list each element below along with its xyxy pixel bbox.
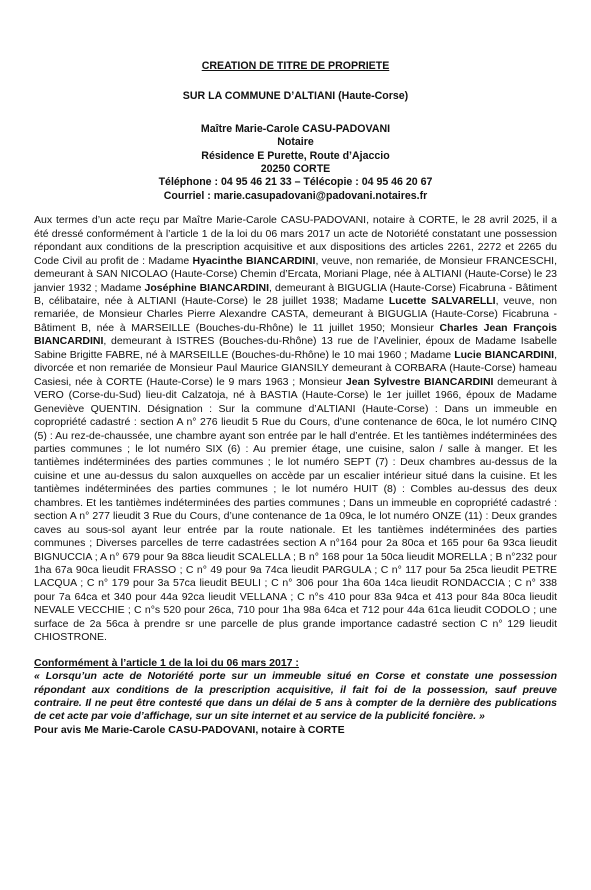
body-text-segment: , demeurant à BIGUGLIA (Haute-Corse) Ficabruna - Bâtiment B, célibataire, née à ALTIANI (Haute-Corse) le 28 juillet 1938; Madame — [34, 281, 557, 307]
body-text-segment: , veuve, non remariée, de Monsieur FRANCESCHI, demeurant à SAN NICOLAO (Haute-Corse) Chemin d’Ercata, Moriani Plage, née à ALTIANI (Haute-Corse) le 23 janvier 1932 ; Madame — [34, 254, 558, 294]
beneficiary-name: Joséphine BIANCARDINI — [144, 281, 270, 294]
beneficiary-name: Hyacinthe BIANCARDINI — [192, 254, 316, 267]
body-text-segment: , divorcée et non remariée de Monsieur Paul Maurice GIANSILY demeurant à CORBARA (Haute-Corse) hameau Casiesi, née à CORTE (Haute-Corse) le 9 mars 1963 ; Monsieur — [34, 348, 557, 388]
commune-line: SUR LA COMMUNE D’ALTIANI (Haute-Corse) — [182, 90, 409, 103]
legal-reference — [34, 657, 557, 737]
body-intro: Aux termes d’un acte reçu par Maître Marie-Carole CASU-PADOVANI, notaire à CORTE, le 28 avril 2025, il a été dressé conformément à l’article 1 de la loi du 06 mars 2017 un acte de Notoriété constatant une possession répondant aux conditions de la prescription acquisitive et aux dispositions des articles 2261, 2272 et 2265 du Code Civil au profit de : Madame — [34, 214, 557, 267]
beneficiary-name: Lucette SALVARELLI — [388, 294, 496, 307]
body-text-segment: , demeurant à ISTRES (Bouches-du-Rhône) 13 rue de l’Avelinier, époux de Madame Isabelle Sabine Brigitte FABRE, né à MARSEILLE (Bouches-du-Rhône) le 10 mai 1960 ; Madame — [34, 335, 557, 361]
body-text-segment: , veuve, non remariée, de Monsieur Charles Pierre Alexandre CASTA, demeurant à BIGUGLIA (Haute-Corse) Ficabruna - Bâtiment B, née à MARSEILLE (Bouches-du-Rhône) le 11 juillet 1950; Monsieur — [34, 294, 557, 334]
notary-postal-city: 20250 CORTE — [260, 163, 331, 176]
legal-heading: Conformément à l’article 1 de la loi du 06 mars 2017 : — [34, 656, 299, 669]
notice-signature: Pour avis Me Marie-Carole CASU-PADOVANI, notaire à CORTE — [34, 723, 345, 736]
body-text-segment: demeurant à VERO (Corse-du-Sud) lieu-dit Calzatoja, né à BASTIA (Haute-Corse) le 1er juillet 1966, époux de Madame Geneviève QUENTIN. — [34, 375, 557, 415]
notary-name: Maître Marie-Carole CASU-PADOVANI — [200, 122, 391, 135]
legal-quote: « Lorsqu’un acte de Notoriété porte sur un immeuble situé en Corse et constate une possession répondant aux conditions de la prescription acquisitive, il fait foi de la possession, sauf preuve contraire. Il ne peut être contesté que dans un délai de 5 ans à compter de la dernière des publications de cet acte par voie d’affichage, sur un site internet et au service de la publicité foncière. » — [34, 670, 557, 723]
notary-email: Courriel : marie.casupadovani@padovani.notaires.fr — [163, 189, 428, 202]
property-designation: Désignation : Sur la commune d’ALTIANI (Haute-Corse) : Dans un immeuble en copropriété cadastré : section A n° 276 lieudit 5 Rue du Cours, d’une contenance de 60ca, le lot numéro CINQ (5) : Au rez-de-chaussée, une chambre ayant son entrée par le hall d’entrée. Et les tantièmes indéterminées des parties communes ; le lot numéro SIX (6) : Au premier étage, une cuisine, salon / salle à manger. Et les tantièmes indéterminées des parties communes ; le lot numéro SEPT (7) : Deux chambres au-dessus de la cuisine et une au-dessus du salon auxquelles on accède par un escalier intérieur situé dans la cuisine. Et les tantièmes indéterminées des parties communes ; le lot numéro HUIT (8) : Combles au-dessus des deux chambres. Et les tantièmes indéterminées des parties communes ; Dans un immeuble en copropriété cadastré : section A n° 277 lieudit 3 Rue du Cours, d’une contenance de 1a 09ca, le lot numéro ONZE (11) : Deux grandes caves au sous-sol ayant leur entrée par la route nationale. Et les tantièmes indéterminées des parties communes ; Diverses parcelles de terre cadastrées section A n°164 pour 2a 80ca et 165 pour 6a 93ca lieudit BIGNUCCIA ; A n° 679 pour 9a 88ca lieudit SCALELLA ; B n° 168 pour 1a 50ca lieudit MORELLA ; B n°232 pour 1ha 67a 90ca lieudit FRASSO ; C n° 49 pour 9a 74ca lieudit PARGULA ; C n° 117 pour 5a 25ca lieudit PETRE LACQUA ; C n° 179 pour 3a 57ca lieudit BEULI ; C n° 306 pour 1ha 60a 14ca lieudit RONDACCIA ; C n° 338 pour 7a 64ca et 340 pour 44a 92ca lieudit VELLANA ; C n°s 410 pour 83a 94ca et 413 pour 84a 80ca lieudit NEVALE VECCHIE ; C n°s 520 pour 26ca, 710 pour 1ha 98a 64ca et 712 pour 44a 61ca lieudit CODOLO ; une surface de 2a 56ca à prendre sr une parcelle de plus grande importance cadastré section C n° 129 lieudit CHIOSTRONE. — [34, 402, 557, 644]
notary-phone-fax: Téléphone : 04 95 46 21 33 – Télécopie : 04 95 46 20 67 — [158, 176, 433, 189]
notary-address: Résidence E Purette, Route d’Ajaccio — [201, 149, 390, 162]
notice-body — [34, 214, 557, 645]
beneficiary-name: Jean Sylvestre BIANCARDINI — [345, 375, 494, 388]
notary-role: Notaire — [277, 136, 314, 149]
beneficiary-name: Lucie BIANCARDINI — [454, 348, 555, 361]
notice-header — [34, 60, 557, 203]
notice-title: CREATION DE TITRE DE PROPRIETE — [201, 60, 390, 72]
beneficiary-name: Charles Jean François BIANCARDINI — [34, 321, 557, 348]
